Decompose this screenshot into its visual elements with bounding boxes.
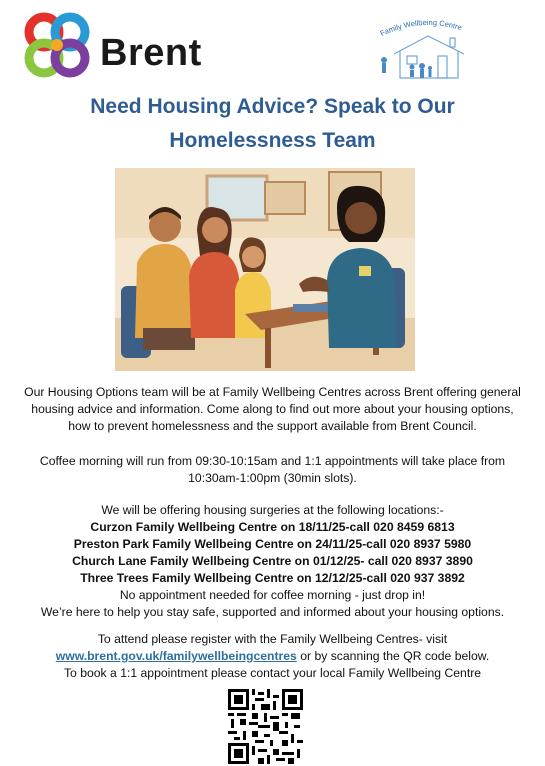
locations-section bbox=[4, 502, 541, 621]
id-badge-icon bbox=[359, 266, 371, 276]
register-line-1: To attend please register with the Family Wellbeing Centres- visit bbox=[97, 632, 448, 646]
man-figure bbox=[135, 244, 193, 338]
locations-intro: We will be offering housing surgeries at the following locations:- bbox=[101, 503, 444, 517]
advisor-figure bbox=[327, 248, 397, 348]
fwc-logo-text: Family Wellbeing Centre bbox=[378, 17, 463, 38]
brent-logo-text: Brent bbox=[100, 32, 202, 74]
page-title-line-1: Need Housing Advice? Speak to Our bbox=[90, 95, 455, 118]
intro-line: Our Housing Options team will be at Family Wellbeing Centres across Brent offering general bbox=[24, 385, 521, 399]
brent-logo bbox=[24, 12, 204, 82]
brent-logo-mark bbox=[24, 12, 90, 78]
times-line: 10:30am-1:00pm (30min slots). bbox=[188, 471, 357, 485]
intro-paragraph bbox=[4, 384, 541, 435]
location-item: Preston Park Family Wellbeing Centre on 24/11/25-call 020 8937 5980 bbox=[73, 537, 472, 551]
picture-frame-icon bbox=[265, 182, 305, 214]
times-line: Coffee morning will run from 09:30-10:15am and 1:1 appointments will take place from bbox=[39, 454, 506, 468]
family-wellbeing-centre-logo bbox=[372, 16, 484, 82]
woman-figure bbox=[189, 252, 241, 338]
register-section bbox=[4, 631, 541, 682]
location-item: Church Lane Family Wellbeing Centre on 01/12/25- call 020 8937 3890 bbox=[72, 554, 473, 568]
register-link-suffix: or by scanning the QR code below. bbox=[296, 649, 490, 663]
intro-line: housing advice and information. Come along to find out more about your housing options, bbox=[31, 402, 514, 416]
intro-line: how to prevent homelessness and the support available from Brent Council. bbox=[68, 419, 477, 433]
register-line-2 bbox=[4, 648, 541, 665]
page-title-line-2: Homelessness Team bbox=[169, 129, 376, 152]
housing-advice-illustration bbox=[115, 168, 415, 371]
location-item: Three Trees Family Wellbeing Centre on 12/12/25-call 020 937 3892 bbox=[80, 571, 465, 585]
times-paragraph bbox=[4, 453, 541, 487]
register-line-3: To book a 1:1 appointment please contact your local Family Wellbeing Centre bbox=[63, 666, 482, 680]
qr-code[interactable] bbox=[228, 689, 303, 764]
svg-text:Family Wellbeing Centre bbox=[379, 18, 463, 38]
wellbeing-centres-link[interactable]: www.brent.gov.uk/familywellbeingcentres bbox=[55, 649, 297, 663]
support-note: We’re here to help you stay safe, supported and informed about your housing options. bbox=[40, 605, 505, 619]
drop-in-note: No appointment needed for coffee morning - just drop in! bbox=[119, 588, 426, 602]
location-item: Curzon Family Wellbeing Centre on 18/11/25-call 020 8459 6813 bbox=[90, 520, 455, 534]
